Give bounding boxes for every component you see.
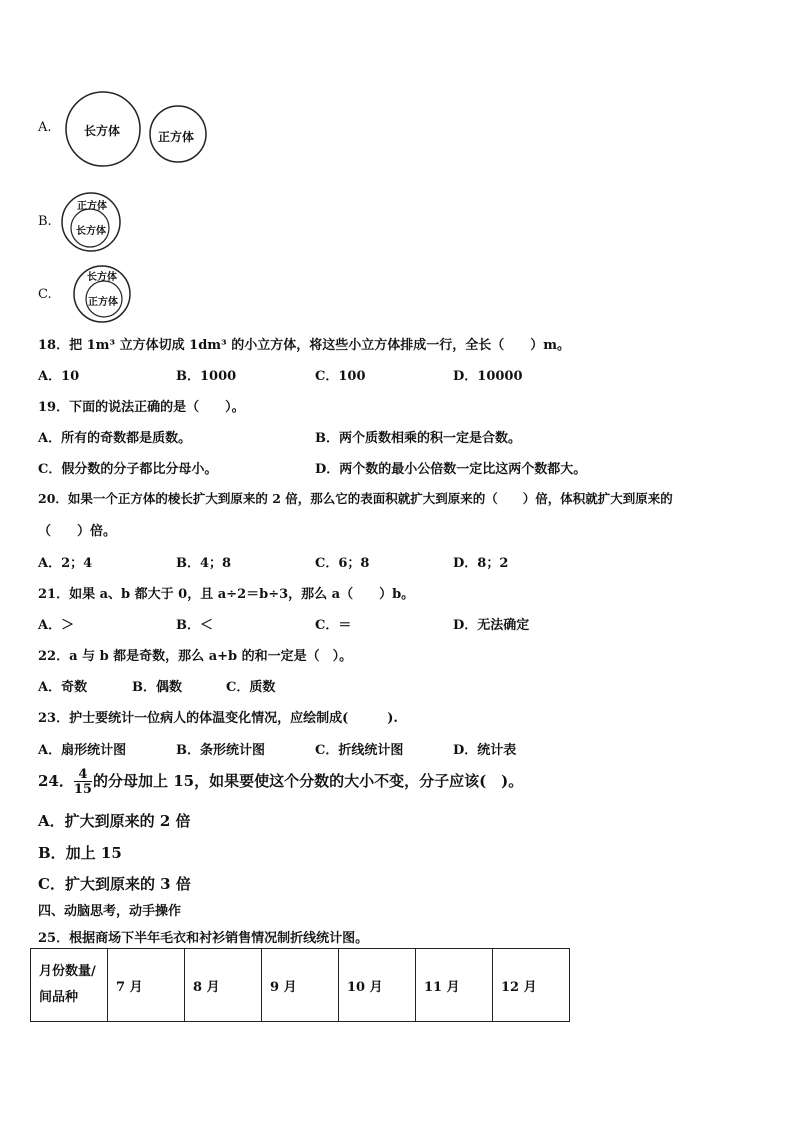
month-cell-12: 12 月 xyxy=(493,949,570,1022)
q17-a-label-cube: 正方体 xyxy=(158,130,195,144)
q20-option-a: A．2；4 xyxy=(38,556,93,571)
q17-option-c-letter: C. xyxy=(38,287,52,302)
q22-option-c: C．质数 xyxy=(226,680,276,695)
q23-option-d: D．统计表 xyxy=(453,743,517,758)
month-cell-11: 11 月 xyxy=(416,949,493,1022)
q24-fraction-numerator: 4 xyxy=(78,767,88,782)
sales-table xyxy=(30,948,570,1022)
q24-option-c: C．扩大到原来的 3 倍 xyxy=(38,875,191,893)
q22-option-a: A．奇数 xyxy=(38,680,88,695)
month-cell-8: 8 月 xyxy=(185,949,262,1022)
q18-option-c: C．100 xyxy=(315,369,366,384)
q25-stem: 25．根据商场下半年毛衣和衬衫销售情况制折线统计图。 xyxy=(38,931,369,946)
q21-option-b: B．＜ xyxy=(176,618,213,633)
q18-stem: 18．把 1m³ 立方体切成 1dm³ 的小立方体，将这些小立方体排成一行，全长（ ）m。 xyxy=(38,338,571,353)
q22-stem: 22．a 与 b 都是奇数，那么 a+b 的和一定是（ ）。 xyxy=(38,649,353,664)
q19-stem: 19．下面的说法正确的是（ ）。 xyxy=(38,400,245,415)
q17-b-label-cube: 正方体 xyxy=(77,201,107,212)
q23-option-b: B．条形统计图 xyxy=(176,743,265,758)
table-header-line1: 月份数量/ xyxy=(39,964,96,979)
q17-b-label-cuboid: 长方体 xyxy=(76,226,106,237)
month-cell-10: 10 月 xyxy=(339,949,416,1022)
q20-stem-line1: 20．如果一个正方体的棱长扩大到原来的 2 倍，那么它的表面积就扩大到原来的（ ）倍，体积就扩大到原来的 xyxy=(38,491,673,506)
table-header-cell xyxy=(31,949,108,1022)
q18-option-a: A．10 xyxy=(38,369,80,384)
q24-stem-rest: 的分母加上 15，如果要使这个分数的大小不变，分子应该( )。 xyxy=(92,772,524,790)
q24-option-b: B．加上 15 xyxy=(38,844,122,862)
q24-fraction xyxy=(74,768,92,796)
q17-a-label-cuboid: 长方体 xyxy=(84,124,121,138)
q23-stem: 23．护士要统计一位病人的体温变化情况，应绘制成( ). xyxy=(38,711,398,726)
q21-option-a: A．＞ xyxy=(38,618,75,633)
q21-option-c: C．＝ xyxy=(315,618,352,633)
q19-option-d: D．两个数的最小公倍数一定比这两个数都大。 xyxy=(315,462,587,477)
q22-option-b: B．偶数 xyxy=(132,680,182,695)
q19-option-b: B．两个质数相乘的积一定是合数。 xyxy=(315,431,521,446)
month-cell-7: 7 月 xyxy=(108,949,185,1022)
q23-option-c: C．折线统计图 xyxy=(315,743,404,758)
q17-c-label-cuboid: 长方体 xyxy=(87,272,117,283)
q21-stem: 21．如果 a、b 都大于 0，且 a÷2＝b÷3，那么 a（ ）b。 xyxy=(38,587,415,602)
table-header-line2: 间品种 xyxy=(39,990,79,1005)
table-row xyxy=(31,949,570,1022)
q24-fraction-denominator: 15 xyxy=(73,782,92,797)
q23-option-a: A．扇形统计图 xyxy=(38,743,127,758)
section4-title: 四、动脑思考，动手操作 xyxy=(38,904,182,919)
q20-stem-line2: （ ）倍。 xyxy=(38,524,117,539)
month-cell-9: 9 月 xyxy=(262,949,339,1022)
q17-option-a-letter: A. xyxy=(38,120,52,135)
q18-option-b: B．1000 xyxy=(176,369,237,384)
q17-option-b-letter: B. xyxy=(38,214,52,229)
q21-option-d: D．无法确定 xyxy=(453,618,530,633)
q19-option-c: C．假分数的分子都比分母小。 xyxy=(38,462,218,477)
q17-c-label-cube: 正方体 xyxy=(88,297,118,308)
q19-option-a: A．所有的奇数都是质数。 xyxy=(38,431,192,446)
q24-number: 24． xyxy=(38,772,74,790)
q24-option-a: A．扩大到原来的 2 倍 xyxy=(38,812,191,830)
q20-option-b: B．4；8 xyxy=(176,556,232,571)
q20-option-c: C．6；8 xyxy=(315,556,370,571)
q18-option-d: D．10000 xyxy=(453,369,523,384)
q24-stem xyxy=(38,768,523,796)
q20-option-d: D．8；2 xyxy=(453,556,509,571)
